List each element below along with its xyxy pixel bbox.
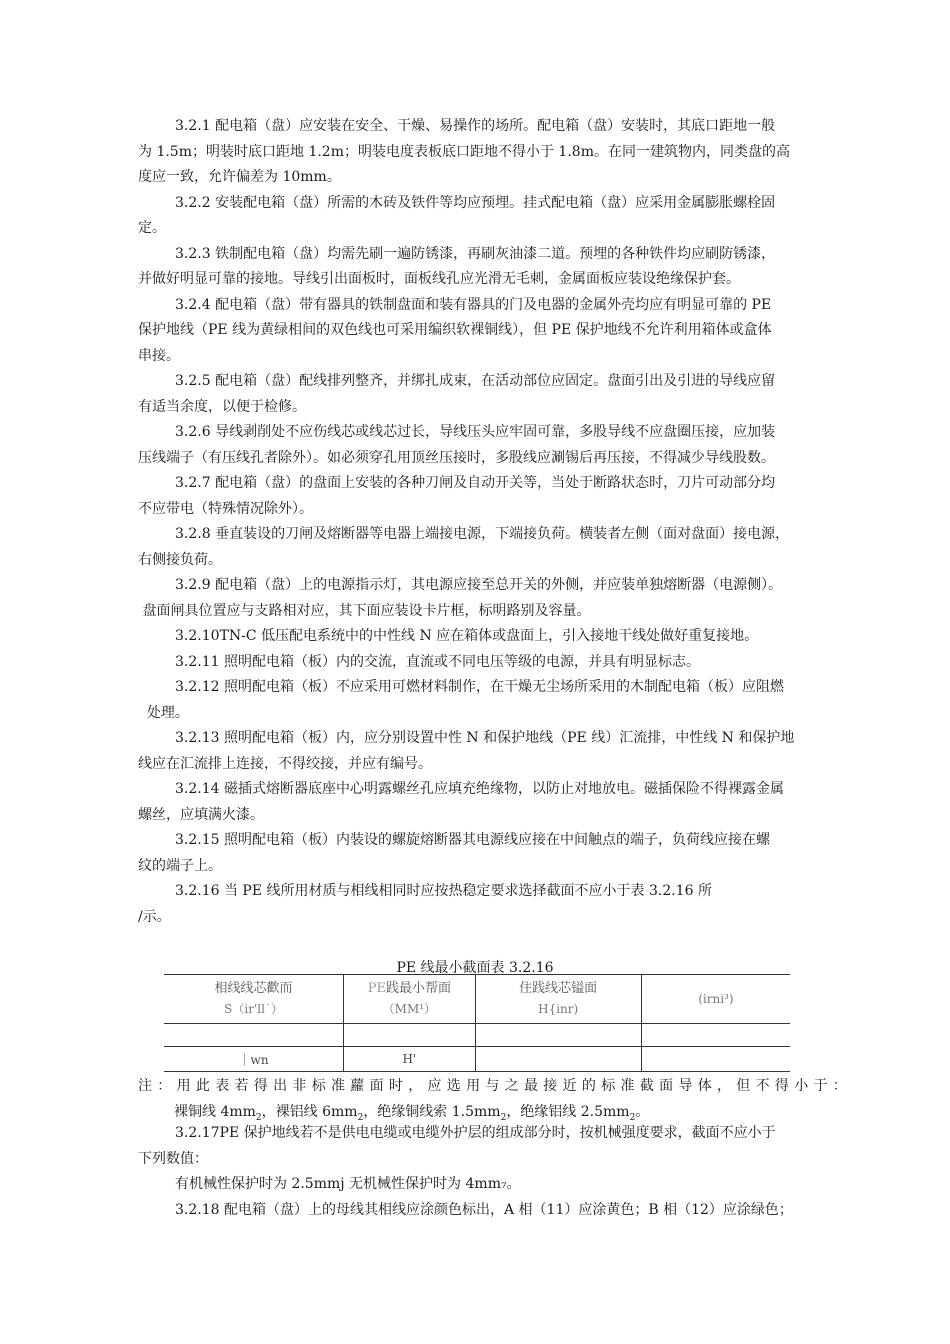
line: 串接。 — [138, 347, 180, 364]
paragraph-3-2-2 — [138, 191, 828, 242]
pe-min-section-table — [164, 974, 790, 1072]
line: 3.2.8 垂直装设的刀闸及熔断器等电器上端接电源，下端接负荷。横装者左侧（面对盘面）接电源， — [175, 526, 790, 542]
table-cell — [475, 1047, 641, 1072]
table-row — [164, 1024, 790, 1047]
table-cell — [164, 1024, 344, 1047]
note-text: ，绝缘铝线 2.5mm — [506, 1103, 630, 1120]
header-cell-pe-min — [344, 975, 475, 1024]
paragraph-3-2-15 — [138, 828, 828, 879]
line: 3.2.2 安装配电箱（盘）所需的木砖及铁件等均应预埋。挂式配电箱（盘）应采用金属膨胀螺栓固 — [175, 194, 776, 211]
header-sub: (irni³) — [698, 992, 734, 1006]
note-subscript: 2 — [357, 1112, 364, 1123]
line: 3.2.3 铁制配电箱（盘）均需先刷一遍防锈漆，再刷灰油漆二道。预埋的各种铁件均应刷防锈漆， — [175, 245, 776, 262]
header-main — [344, 979, 474, 999]
table-cell — [344, 1024, 475, 1047]
table-row — [164, 1047, 790, 1072]
line: 有适当余度，以便于检修。 — [138, 398, 306, 415]
paragraph-3-2-9 — [138, 573, 828, 624]
paragraph-3-2-5 — [138, 369, 828, 420]
line: 3.2.16 当 PE 线所用材质与相线相同时应按热稳定要求选择截面不应小于表 3.2.16 所 — [175, 883, 712, 899]
line: 3.2.1 配电箱（盘）应安装在安全、干燥、易操作的场所。配电箱（盘）安装时，其底口距地一般 — [175, 118, 776, 134]
line: 定。 — [138, 220, 166, 236]
line: 为 1.5m；明装时底口距地 1.2m；明装电度表板底口距地不得小于 1.8m。在同一建筑物内，同类盘的高 — [138, 143, 790, 160]
table-cell — [641, 1024, 790, 1047]
line: 3.2.11 照明配电箱（板）内的交流，直流或不同电压等级的电源，并具有明显标志。 — [175, 653, 700, 670]
note-text: ，裸铝线 6mm — [261, 1103, 358, 1120]
line: 不应带电（特殊情况除外）。 — [138, 500, 313, 517]
paragraph-3-2-16 — [138, 879, 828, 930]
line: 3.2.7 配电箱（盘）的盘面上安装的各种刀闸及自动开关等，当处于断路状态时，刀片可动部分均 — [175, 475, 776, 491]
table-cell — [641, 1047, 790, 1072]
line: 3.2.4 配电箱（盘）带有器具的铁制盘面和装有器具的门及电器的金属外壳均应有明显可靠的 PE — [175, 296, 772, 313]
line: 3.2.6 导线剥削处不应伤线芯或线芯过长，导线压头应牢固可靠，多股导线不应盘圈压接，应加装 — [175, 424, 776, 440]
line: 下列数值： — [138, 1150, 208, 1167]
header-main: 住践线芯镒面 — [519, 981, 598, 996]
paragraph-3-2-12 — [138, 675, 828, 726]
note-subscript: 2 — [629, 1112, 636, 1123]
line: 压线端子（有压线孔者除外）。如必须穿孔用顶丝压接时，多股线应涮锡后再压接，不得减少导线股数。 — [138, 449, 775, 466]
table-cell: ｜wn — [164, 1047, 344, 1072]
body-text-lower — [138, 1121, 828, 1223]
paragraph-3-2-7 — [138, 471, 828, 522]
paragraph-3-2-14 — [138, 777, 828, 828]
paragraph-3-2-13 — [138, 726, 828, 777]
table-header-row — [164, 975, 790, 1024]
table-cell: H' — [344, 1047, 475, 1072]
header-main: 相线线芯歡而 — [214, 981, 293, 996]
note-head: 注：用此表若得出非标准蘿面时，应选用与之最接近的标准截面导体，但不得小于： — [138, 1078, 853, 1094]
header-sub: S（ir'll˙） — [224, 1002, 283, 1016]
line: 线应在汇流排上连接，不得绞接，并应有编号。 — [138, 755, 432, 772]
line: /示。 — [138, 908, 171, 925]
line: 3.2.17PE 保护地线若不是供电电缆或电缆外护层的组成部分时，按机械强度要求，截面不应小于 — [175, 1125, 776, 1141]
line: 处理。 — [138, 704, 189, 721]
line: 盘面闸具位置应与支路相对应，其下面应装设卡片框，标明路别及容量。 — [138, 602, 591, 619]
paragraph-3-2-11 — [138, 650, 828, 676]
note-text: ，绝缘铜线索 1.5mm — [363, 1103, 501, 1120]
header-sub: （MM¹） — [382, 1002, 437, 1016]
header-cell-core — [475, 975, 641, 1024]
header-cell-phase — [164, 975, 344, 1024]
header-prefix: PE — [367, 981, 386, 996]
line: 3.2.12 照明配电箱（板）不应采用可燃材料制作，在干燥无尘场所采用的木制配电箱（板）应阻燃 — [175, 679, 784, 695]
table-cell — [475, 1024, 641, 1047]
note-subscript: 2 — [500, 1112, 507, 1123]
line: 有机械性保护时为 2.5mmj 无机械性保护时为 4mm₇。 — [175, 1176, 521, 1192]
paragraph-3-2-1 — [138, 114, 828, 191]
paragraph-3-2-3 — [138, 242, 828, 293]
line: 3.2.10TN-C 低压配电系统中的中性线 N 应在箱体或盘面上，引入接地干线处做好重复接地。 — [175, 628, 759, 644]
paragraph-3-2-8 — [138, 522, 828, 573]
line: 螺丝，应填满火漆。 — [138, 806, 264, 823]
line: 3.2.14 磁插式熔断器底座中心明露螺丝孔应填充绝缘物，以防止对地放电。磁插保险不得裸露金属 — [175, 781, 784, 797]
header-cell-unit — [641, 975, 790, 1024]
note-subscript: 2 — [255, 1112, 262, 1123]
line: 度应一致，允许偏差为 10mm。 — [138, 169, 341, 185]
body-text-upper — [138, 114, 828, 930]
header-sub: H{inr) — [538, 1002, 579, 1016]
paragraph-3-2-18 — [138, 1198, 828, 1224]
table-caption: PE 线最小截面表 3.2.16 — [396, 960, 554, 976]
line: 3.2.9 配电箱（盘）上的电源指示灯，其电源应接至总开关的外侧，并应装单独熔断器（电源侧）。 — [175, 577, 783, 593]
note-text: 。 — [635, 1103, 650, 1120]
line: 右侧接负荷。 — [138, 551, 222, 568]
line: 纹的端子上。 — [138, 857, 222, 874]
header-main-text: 践最小帮面 — [385, 981, 451, 996]
note-text: 裸铜线 4mm — [174, 1103, 256, 1120]
paragraph-3-2-6 — [138, 420, 828, 471]
paragraph-3-2-4 — [138, 293, 828, 370]
line: 保护地线（PE 线为黄绿相间的双色线也可采用编织软裸铜线），但 PE 保护地线不允许利用箱体或盒体 — [138, 322, 772, 338]
line: 3.2.15 照明配电箱（板）内装设的螺旋熔断器其电源线应接在中间触点的端子，负荷线应接在螺 — [175, 832, 770, 848]
line: 3.2.5 配电箱（盘）配线排列整齐，并绑扎成束，在活动部位应固定。盘面引出及引进的导线应留 — [175, 373, 776, 389]
paragraph-protection-values — [138, 1172, 828, 1198]
line: 3.2.13 照明配电箱（板）内，应分别设置中性 N 和保护地线（PE 线）汇流排，中性线 N 和保护地 — [175, 730, 795, 746]
line: 并做好明显可靠的接地。导线引出面板时，面板线孔应光滑无毛刺，金属面板应装设绝缘保护套。 — [138, 271, 740, 287]
paragraph-3-2-17 — [138, 1121, 828, 1172]
paragraph-3-2-10 — [138, 624, 828, 650]
line: 3.2.18 配电箱（盘）上的母线其相线应涂颜色标出，A 相（11）应涂黄色；B 相（12）应涂绿色； — [175, 1201, 793, 1218]
